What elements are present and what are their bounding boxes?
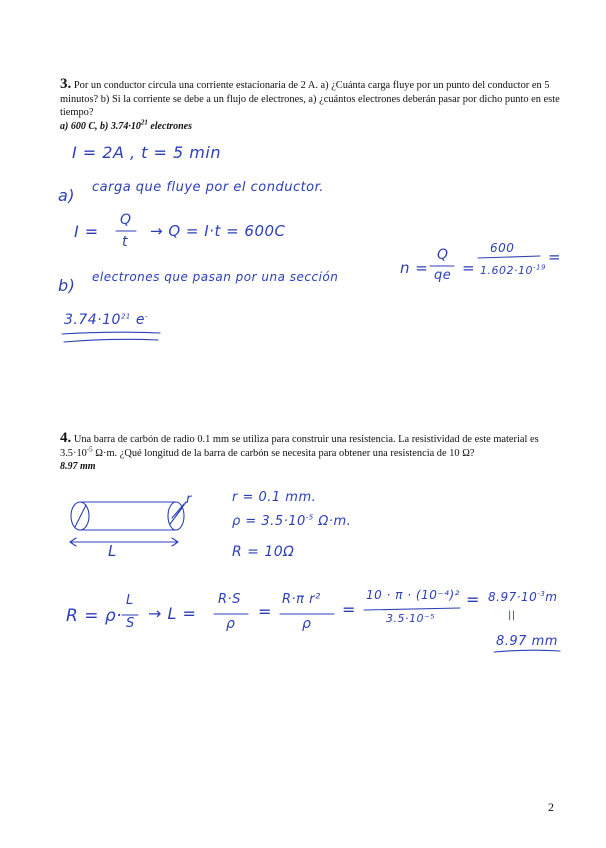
rod-left-hatch (75, 505, 86, 527)
hand-3-part-b-label: b) (58, 276, 76, 295)
problem-3-answer-exp: 21 (140, 118, 148, 127)
hand-3-n-den: qe (434, 268, 452, 283)
hand-3-n-tail: = (548, 248, 562, 266)
problem-3-answer (60, 118, 192, 132)
problem-3-answer-main: a) 600 C, b) 3.74·10 (60, 120, 141, 132)
hand-4-equiv: || (508, 610, 516, 621)
hand-3-n-eq: n = (400, 259, 429, 277)
problem-4-text-2: Ω·m. ¿Qué longitud de la barra de carbón se necesita para obtener una resistencia de 10 Ω? (92, 447, 475, 459)
problem-4 (60, 432, 565, 474)
length-arrow-left-head (70, 538, 76, 546)
problem-4-text-1: Una barra de carbón de radio 0.1 mm se utiliza para construir una resistencia. La resistividad de este material es 3.5·10 (60, 434, 539, 459)
hand-4-eq-result: $8.97\cdot 10^{-3}m$ (488, 590, 558, 604)
hand-4-frac1-num: L (126, 593, 134, 608)
hand-3-part-a-label: a) (58, 186, 76, 205)
problem-4-number: 4. (60, 430, 72, 446)
hand-3-part-a-text: carga que fluye por el conductor. (92, 180, 324, 195)
hand-4-eq-start: R = ρ· (66, 606, 123, 626)
hand-3-formula-den: t (122, 234, 128, 250)
hand-3-result: $3.74\cdot 10^{21}$ e- (64, 312, 148, 328)
hand-4-final: 8.97 mm (496, 634, 558, 649)
fraction-bar-600 (478, 256, 540, 258)
hand-4-frac3-num: R·π r² (282, 592, 321, 607)
fraction-bar-numeric (364, 608, 460, 610)
hand-4-label-r: r (186, 492, 192, 507)
problem-4-answer: 8.97 mm (60, 461, 96, 472)
problem-3 (60, 78, 565, 133)
hand-4-frac4-num: 10 · π · (10⁻⁴)² (366, 588, 460, 602)
rod-right-hatch-1 (170, 508, 182, 524)
result-underline-2 (64, 339, 158, 342)
hand-4-given-r: r = 0.1 mm. (232, 490, 317, 505)
hand-3-n-val-num: 600 (490, 241, 515, 255)
rod-left-end (71, 502, 89, 530)
hand-3-formula-num: Q (120, 212, 132, 228)
hand-3-given: I = 2A , t = 5 min (72, 143, 221, 162)
problem-3-text: Por un conductor circula una corriente estacionaria de 2 A. a) ¿Cuánta carga fluye por un punto del conductor en 5 minutos? b) Si la corriente se debe a un flujo de electrones, a) ¿cuántos electrones deberán pasar por dicho punto en este tiempo? (60, 80, 560, 118)
radius-line (176, 502, 186, 516)
hand-4-eq-equal3: = (466, 590, 480, 609)
hand-4-eq-equal1: = (258, 602, 272, 621)
hand-3-n-num: Q (437, 247, 449, 263)
hand-3-formula-lhs: I = (74, 222, 99, 241)
result-underline-1 (62, 332, 160, 334)
hand-4-eq-arrow: → L = (148, 604, 197, 623)
final-underline (494, 650, 560, 652)
rod-right-hatch-2 (172, 504, 184, 518)
hand-4-frac3-den: ρ (302, 616, 312, 632)
hand-3-n-eq2: = (462, 259, 476, 277)
page-number: 2 (548, 800, 554, 814)
hand-4-frac4-den: 3.5·10⁻⁵ (386, 612, 436, 625)
hand-3-formula-rhs: → Q = I·t = 600C (150, 222, 286, 240)
hand-4-eq-equal2: = (342, 600, 356, 619)
hand-4-given-R: R = 10Ω (232, 544, 295, 560)
hand-4-frac2-den: ρ (226, 616, 236, 632)
hand-4-frac1-den: S (126, 616, 135, 631)
rod-right-end (168, 502, 184, 530)
hand-3-n-val-den: $1.602\cdot 10^{-19}$ (480, 263, 546, 277)
hand-4-frac2-num: R·S (218, 592, 241, 607)
hand-4-label-L: L (108, 542, 117, 560)
problem-4-text-exp: -5 (86, 445, 93, 454)
hand-4-given-rho: $\rho = 3.5\cdot 10^{-5}$ Ω·m. (232, 513, 352, 529)
problem-3-answer-unit: electrones (147, 120, 192, 132)
length-arrow-right-head (172, 538, 178, 546)
problem-3-number: 3. (60, 76, 72, 92)
hand-3-part-b-text: electrones que pasan por una sección (92, 270, 339, 284)
